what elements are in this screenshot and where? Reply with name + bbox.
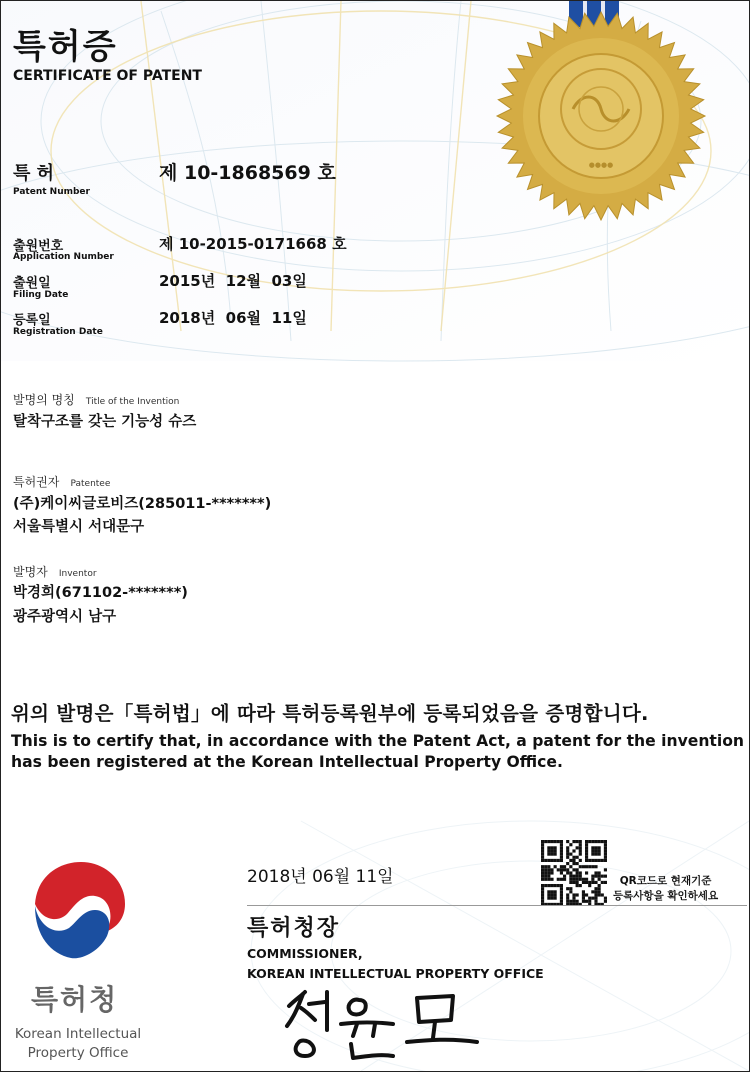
inventor-address: 광주광역시 남구	[13, 609, 117, 625]
kipo-logo-english-line2: Property Office	[27, 1045, 129, 1061]
inventor-heading	[13, 561, 97, 580]
patentee-label-english: Patentee	[70, 479, 111, 489]
commissioner-signature	[281, 986, 481, 1066]
qr-caption-line2: 등록사항을 확인하세요	[613, 890, 719, 902]
certification-statement-english-line1: This is to certify that, in accordance with the Patent Act, a patent for the invention	[11, 732, 745, 750]
certification-statement-english-line2: has been registered at the Korean Intellectual Property Office.	[11, 753, 563, 771]
document-title: 특허증	[13, 27, 118, 67]
invention-title-label: 발명의 명칭	[13, 393, 75, 407]
filing-date-value: 2015년 12월 03일	[159, 272, 307, 290]
registration-date-label-english: Registration Date	[13, 327, 103, 337]
qr-caption	[613, 874, 718, 904]
patent-number-label-english: Patent Number	[13, 187, 90, 197]
patentee-address: 서울특별시 서대문구	[13, 519, 145, 535]
signature-divider	[247, 905, 747, 906]
invention-title-value: 탈착구조를 갖는 기능성 슈즈	[13, 414, 197, 430]
patentee-label: 특허권자	[13, 475, 60, 489]
filing-date-label-english: Filing Date	[13, 290, 69, 300]
registration-date-value: 2018년 06월 11일	[159, 309, 307, 327]
patent-number-label: 특 허	[13, 163, 55, 184]
document-title-english: CERTIFICATE OF PATENT	[13, 68, 202, 84]
application-number-label-english: Application Number	[13, 252, 114, 262]
invention-title-heading	[13, 389, 179, 408]
svg-text:●●●●: ●●●●	[588, 161, 614, 169]
kipo-logo-english	[3, 1025, 153, 1063]
qr-code-icon[interactable]	[541, 840, 607, 906]
kipo-logo-english-line1: Korean Intellectual	[14, 1026, 142, 1042]
seal-icon	[493, 1, 709, 223]
patentee-name: (주)케이씨글로비즈(285011-*******)	[13, 496, 272, 512]
application-number-label: 출원번호	[13, 239, 64, 254]
qr-caption-line1: QR코드로 현재기준	[619, 875, 712, 887]
commissioner-title-english-line2: KOREAN INTELLECTUAL PROPERTY OFFICE	[247, 966, 544, 981]
inventor-label: 발명자	[13, 565, 48, 579]
registration-date-label: 등록일	[13, 313, 51, 328]
filing-date-label: 출원일	[13, 276, 51, 291]
issue-date: 2018년 06월 11일	[247, 867, 394, 887]
kipo-logo-icon	[29, 856, 129, 966]
invention-title-label-english: Title of the Invention	[85, 397, 180, 407]
kipo-logo-korean: 특허청	[31, 983, 119, 1016]
application-number-value: 제 10-2015-0171668 호	[159, 235, 347, 253]
commissioner-title-english-line1: COMMISSIONER,	[247, 946, 363, 961]
certification-statement-korean: 위의 발명은「특허법」에 따라 특허등록원부에 등록되었음을 증명합니다.	[11, 702, 649, 725]
commissioner-title-korean: 특허청장	[247, 916, 341, 941]
patent-number-value: 제 10-1868569 호	[159, 162, 336, 184]
inventor-label-english: Inventor	[58, 569, 97, 579]
inventor-name: 박경희(671102-*******)	[13, 585, 188, 601]
patentee-heading	[13, 471, 110, 490]
